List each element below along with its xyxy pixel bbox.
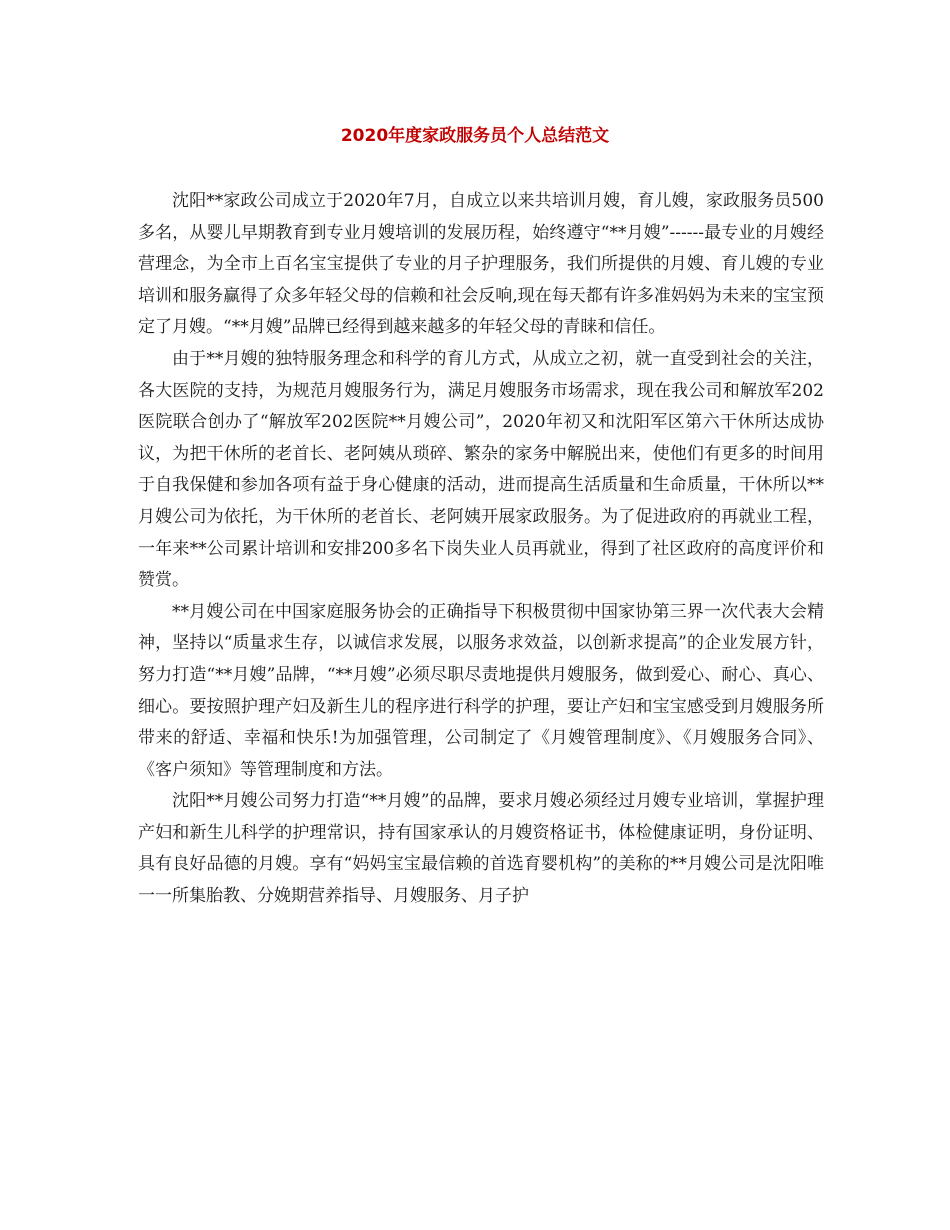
paragraph-2: 由于**月嫂的独特服务理念和科学的育儿方式，从成立之初，就一直受到社会的关注，各大医院的支持，为规范月嫂服务行为，满足月嫂服务市场需求，现在我公司和解放军202医院联合创办了“解放军202医院**月嫂公司”，2020年初又和沈阳军区第六干休所达成协议，为把干休所的老首长、老阿姨从琐碎、繁杂的家务中解脱出来，使他们有更多的时间用于自我保健和参加各项有益于身心健康的活动，进而提高生活质量和生命质量，干休所以**月嫂公司为依托，为干休所的老首长、老阿姨开展家政服务。为了促进政府的再就业工程，一年来**公司累计培训和安排200多名下岗失业人员再就业，得到了社区政府的高度评价和赞赏。 bbox=[138, 348, 824, 591]
paragraph-4: 沈阳**月嫂公司努力打造“**月嫂”的品牌，要求月嫂必须经过月嫂专业培训，掌握护理产妇和新生儿科学的护理常识，持有国家承认的月嫂资格证书，体检健康证明，身份证明、具有良好品德的月嫂。享有“妈妈宝宝最信赖的首选育婴机构”的美称的**月嫂公司是沈阳唯一一所集胎教、分娩期营养指导、月嫂服务、月子护 bbox=[138, 791, 824, 907]
paragraph-3: **月嫂公司在中国家庭服务协会的正确指导下积极贯彻中国家协第三界一次代表大会精神，坚持以“质量求生存，以诚信求发展，以服务求效益，以创新求提高”的企业发展方针，努力打造“**月嫂”品牌，“**月嫂”必须尽职尽责地提供月嫂服务，做到爱心、耐心、真心、细心。要按照护理产妇及新生儿的程序进行科学的护理，要让产妇和宝宝感受到月嫂服务所带来的舒适、幸福和快乐!为加强管理，公司制定了《月嫂管理制度》、《月嫂服务合同》、《客户须知》等管理制度和方法。 bbox=[138, 601, 824, 780]
document-body bbox=[138, 186, 824, 913]
paragraph-1: 沈阳**家政公司成立于2020年7月，自成立以来共培训月嫂，育儿嫂，家政服务员500多名，从婴儿早期教育到专业月嫂培训的发展历程，始终遵守“**月嫂”------最专业的月嫂经营理念，为全市上百名宝宝提供了专业的月子护理服务，我们所提供的月嫂、育儿嫂的专业培训和服务赢得了众多年轻父母的信赖和社会反响,现在每天都有许多准妈妈为未来的宝宝预定了月嫂。“**月嫂”品牌已经得到越来越多的年轻父母的青睐和信任。 bbox=[138, 191, 824, 338]
document-title: 2020年度家政服务员个人总结范文 bbox=[340, 126, 610, 146]
